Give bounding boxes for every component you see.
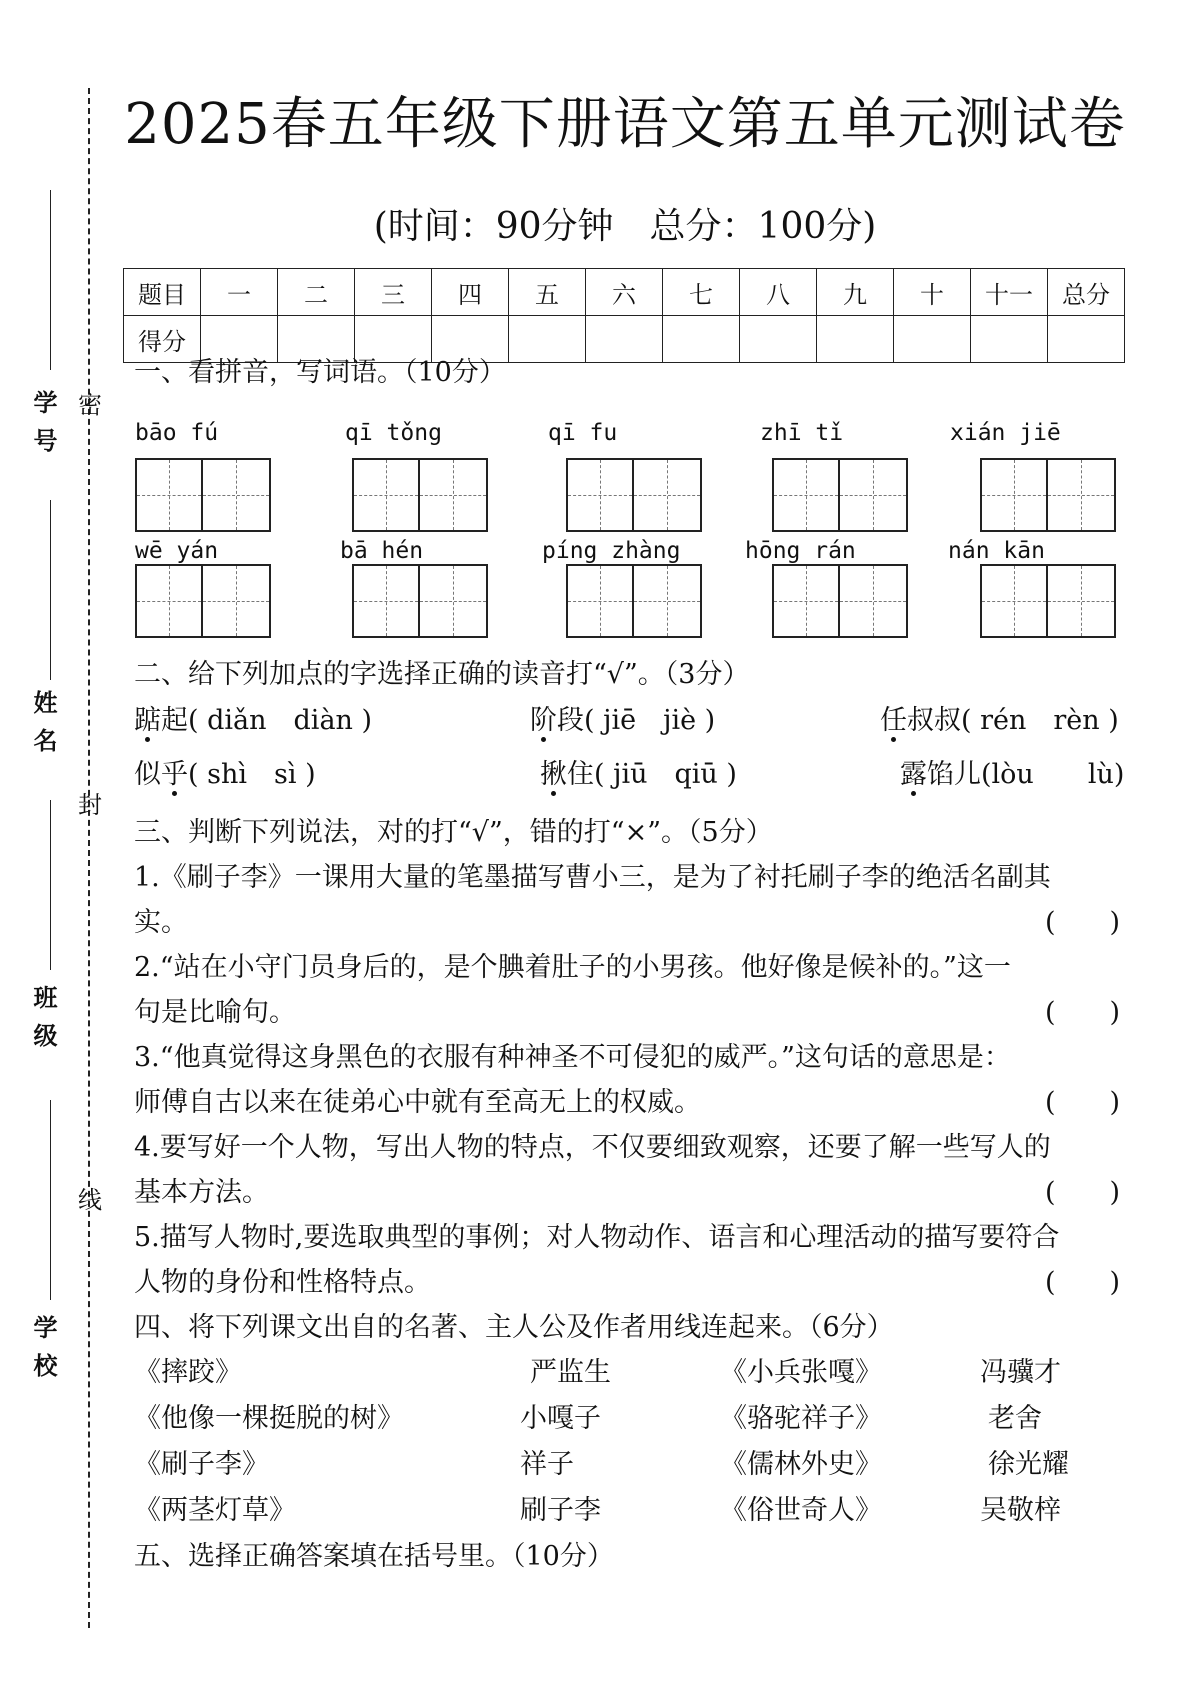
writing-box[interactable] <box>840 458 908 532</box>
score-header-cell: 四 <box>432 269 509 316</box>
match-item[interactable]: 《俗世奇人》 <box>720 1495 882 1526</box>
section1-heading: 一、看拼音，写词语。（10分） <box>134 357 506 388</box>
writing-box[interactable] <box>1048 458 1116 532</box>
match-item[interactable]: 吴敬梓 <box>980 1495 1061 1526</box>
student-id-label: 学号 <box>29 390 58 466</box>
section3-heading: 三、判断下列说法，对的打“√”，错的打“×”。（5分） <box>134 817 773 848</box>
score-header-cell: 十一 <box>971 269 1048 316</box>
section5-heading: 五、选择正确答案填在括号里。（10分） <box>134 1541 614 1572</box>
score-header-cell: 九 <box>817 269 894 316</box>
match-item[interactable]: 小嘎子 <box>520 1403 601 1434</box>
student-id-line <box>50 190 51 370</box>
match-item[interactable]: 《两茎灯草》 <box>134 1495 296 1526</box>
reading-item: 阶段( jiē jiè ) <box>530 705 716 736</box>
judge-item-2-line1: 2.“站在小守门员身后的，是个腆着肚子的小男孩。他好像是候补的。”这一 <box>134 952 1011 983</box>
writing-box[interactable] <box>634 458 702 532</box>
reading-item: 揪住( jiū qiū ) <box>540 759 737 790</box>
score-header-cell: 题目 <box>124 269 201 316</box>
binding-dashed-line <box>88 88 90 1628</box>
score-cell[interactable] <box>663 316 740 363</box>
school-line <box>50 1100 51 1300</box>
writing-box[interactable] <box>772 564 840 638</box>
writing-box[interactable] <box>135 458 203 532</box>
reading-item: 踮起( diǎn diàn ) <box>134 705 373 736</box>
pinyin-label: qī tǒng <box>345 420 442 446</box>
writing-box[interactable] <box>980 564 1048 638</box>
pinyin-label: zhī tǐ <box>760 420 844 446</box>
writing-box[interactable] <box>135 564 203 638</box>
score-header-cell: 总分 <box>1048 269 1125 316</box>
reading-item: 任叔叔( rén rèn ) <box>880 705 1119 736</box>
match-item[interactable]: 《刷子李》 <box>134 1449 269 1480</box>
score-cell[interactable] <box>971 316 1048 363</box>
class-label: 班级 <box>29 985 58 1061</box>
score-table <box>123 268 1125 363</box>
writing-box[interactable] <box>772 458 840 532</box>
writing-box[interactable] <box>566 564 634 638</box>
pinyin-label: xián jiē <box>950 420 1061 446</box>
score-cell[interactable] <box>894 316 971 363</box>
score-cell[interactable] <box>509 316 586 363</box>
writing-box[interactable] <box>420 564 488 638</box>
writing-box[interactable] <box>352 564 420 638</box>
score-header-cell: 二 <box>278 269 355 316</box>
score-header-cell: 三 <box>355 269 432 316</box>
writing-box[interactable] <box>203 564 271 638</box>
page-subtitle: (时间：90分钟 总分：100分) <box>373 206 877 247</box>
judge-answer-4[interactable]: ( ) <box>1045 1177 1121 1208</box>
pinyin-label: bā hén <box>340 538 424 564</box>
judge-item-1-line2: 实。 <box>134 907 188 938</box>
judge-item-4-line1: 4.要写好一个人物，写出人物的特点，不仅要细致观察，还要了解一些写人的 <box>134 1132 1051 1163</box>
judge-item-1-line1: 1.《刷子李》一课用大量的笔墨描写曹小三，是为了衬托刷子李的绝活名副其 <box>134 862 1051 893</box>
pinyin-label: nán kān <box>948 538 1045 564</box>
judge-item-2-line2: 句是比喻句。 <box>134 997 296 1028</box>
writing-box[interactable] <box>980 458 1048 532</box>
writing-box[interactable] <box>634 564 702 638</box>
class-line <box>50 800 51 970</box>
score-cell[interactable] <box>586 316 663 363</box>
pinyin-label: hōng rán <box>745 538 856 564</box>
writing-box[interactable] <box>352 458 420 532</box>
binding-char-xian: 线 <box>78 1186 102 1214</box>
match-item[interactable]: 祥子 <box>520 1449 574 1480</box>
pinyin-label: wē yán <box>135 538 219 564</box>
score-header-cell: 八 <box>740 269 817 316</box>
name-label: 姓名 <box>29 690 58 766</box>
match-item[interactable]: 《小兵张嘎》 <box>720 1357 882 1388</box>
judge-item-3-line2: 师傅自古以来在徒弟心中就有至高无上的权威。 <box>134 1087 701 1118</box>
judge-answer-3[interactable]: ( ) <box>1045 1087 1121 1118</box>
score-header-cell: 六 <box>586 269 663 316</box>
match-item[interactable]: 《骆驼祥子》 <box>720 1403 882 1434</box>
match-item[interactable]: 徐光耀 <box>988 1449 1069 1480</box>
match-item[interactable]: 《摔跤》 <box>134 1357 242 1388</box>
match-item[interactable]: 老舍 <box>988 1403 1042 1434</box>
match-item[interactable]: 《儒林外史》 <box>720 1449 882 1480</box>
judge-answer-2[interactable]: ( ) <box>1045 997 1121 1028</box>
score-header-cell: 一 <box>201 269 278 316</box>
pinyin-label: bāo fú <box>135 420 219 446</box>
judge-answer-1[interactable]: ( ) <box>1045 907 1121 938</box>
judge-item-4-line2: 基本方法。 <box>134 1177 269 1208</box>
binding-char-mi: 密 <box>78 391 102 419</box>
writing-box[interactable] <box>1048 564 1116 638</box>
reading-item: 似乎( shì sì ) <box>134 759 316 790</box>
score-header-cell: 十 <box>894 269 971 316</box>
judge-item-5-line1: 5.描写人物时,要选取典型的事例；对人物动作、语言和心理活动的描写要符合 <box>134 1222 1060 1253</box>
score-cell[interactable] <box>1048 316 1125 363</box>
pinyin-label: qī fu <box>548 420 618 446</box>
reading-item: 露馅儿(lòu lù) <box>900 759 1125 790</box>
score-cell[interactable] <box>740 316 817 363</box>
name-line <box>50 500 51 680</box>
score-header-cell: 七 <box>663 269 740 316</box>
judge-answer-5[interactable]: ( ) <box>1045 1267 1121 1298</box>
match-item[interactable]: 《他像一棵挺脱的树》 <box>134 1403 404 1434</box>
match-item[interactable]: 严监生 <box>530 1357 611 1388</box>
score-row-label: 得分 <box>124 316 201 363</box>
page-title: 2025春五年级下册语文第五单元测试卷 <box>124 92 1126 157</box>
score-cell[interactable] <box>817 316 894 363</box>
judge-item-5-line2: 人物的身份和性格特点。 <box>134 1267 431 1298</box>
score-header-cell: 五 <box>509 269 586 316</box>
score-table-header-row <box>124 269 1125 316</box>
pinyin-label: píng zhàng <box>542 538 681 564</box>
writing-box[interactable] <box>566 458 634 532</box>
judge-item-3-line1: 3.“他真觉得这身黑色的衣服有种神圣不可侵犯的威严。”这句话的意思是： <box>134 1042 1011 1073</box>
school-label: 学校 <box>29 1315 58 1391</box>
match-item[interactable]: 刷子李 <box>520 1495 601 1526</box>
writing-box[interactable] <box>203 458 271 532</box>
writing-box[interactable] <box>420 458 488 532</box>
writing-box[interactable] <box>840 564 908 638</box>
binding-char-feng: 封 <box>78 791 102 819</box>
section4-heading: 四、将下列课文出自的名著、主人公及作者用线连起来。（6分） <box>134 1312 894 1343</box>
match-item[interactable]: 冯骥才 <box>980 1357 1061 1388</box>
section2-heading: 二、给下列加点的字选择正确的读音打“√”。（3分） <box>134 659 750 690</box>
